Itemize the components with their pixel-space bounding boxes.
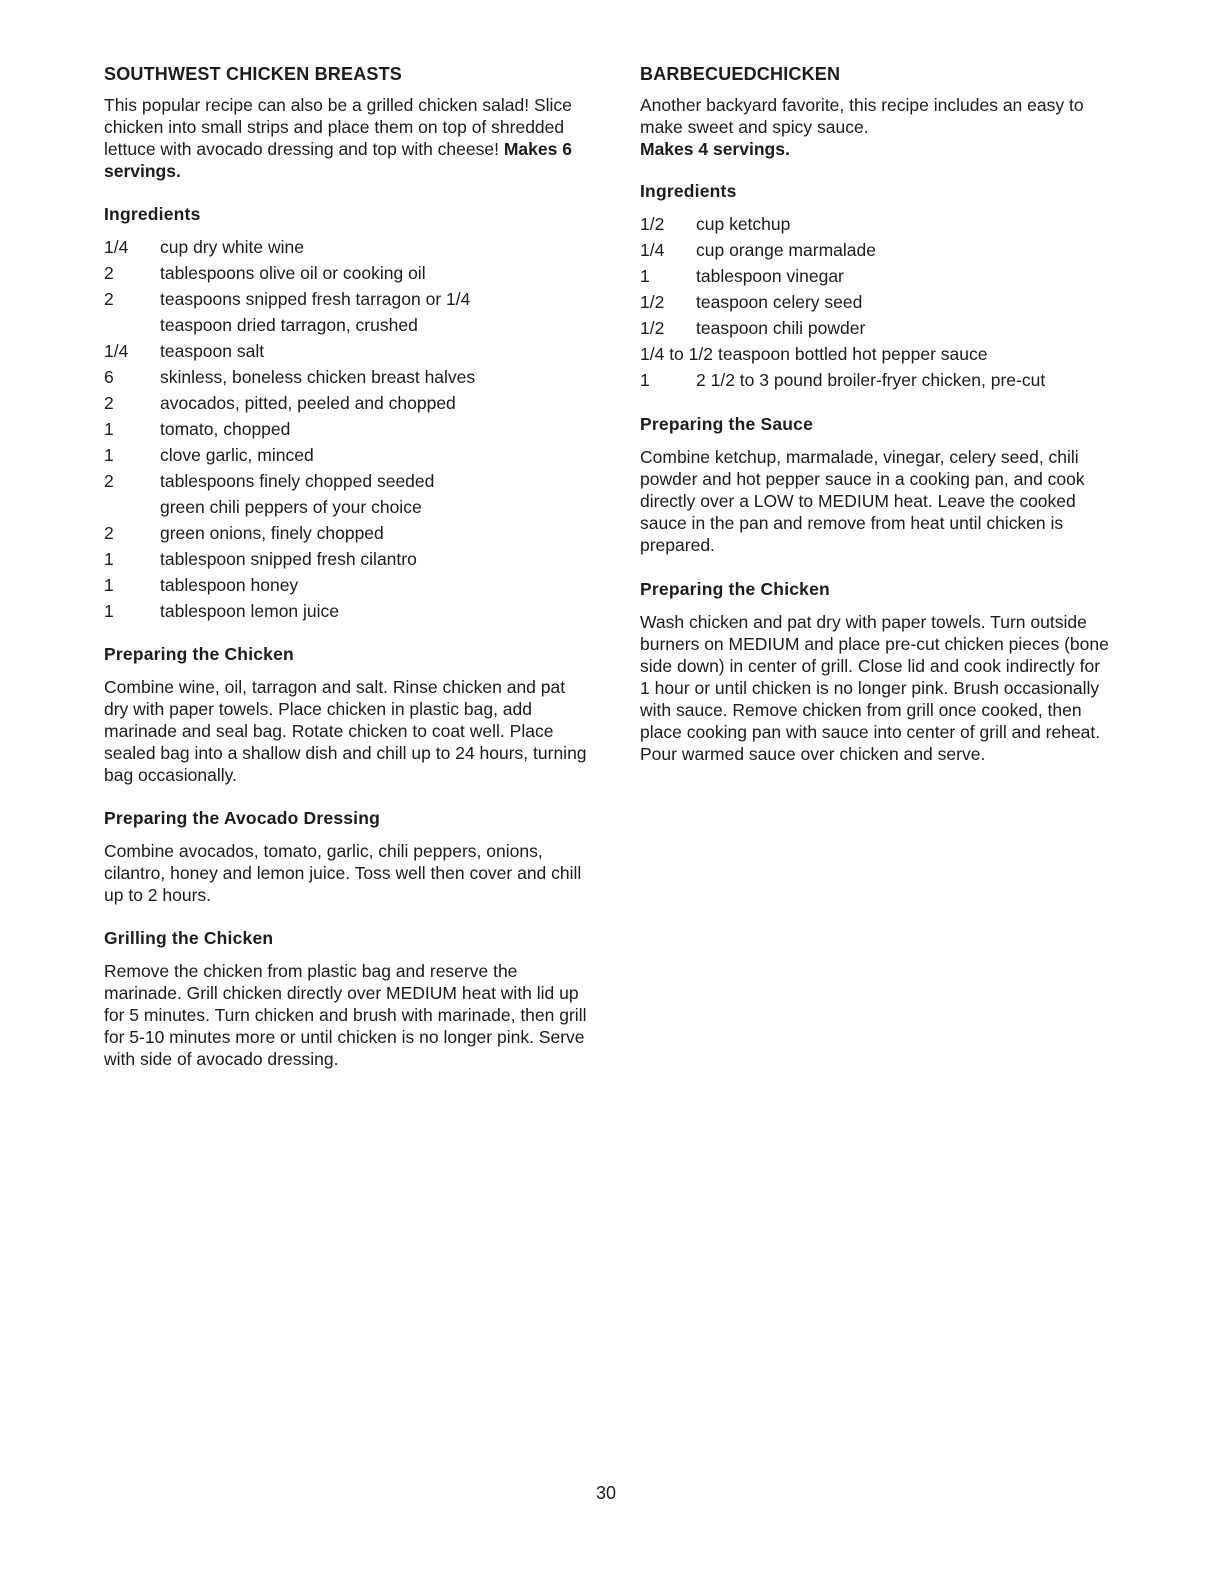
ingredient-item: 1 2 1/2 to 3 pound broiler-fryer chicken, pre-cut <box>640 370 1046 390</box>
ingredient-item: 1/2 teaspoon chili powder <box>640 318 866 338</box>
ingredient-item: 1/4 cup orange marmalade <box>640 240 876 260</box>
section-text: Wash chicken and pat dry with paper towels. Turn outside burners on MEDIUM and place pre-cut chicken pieces (bone side down) in center of grill. Close lid and cook indirectly for 1 hour or until chicken is no longer pink. Brush occasionally with sauce. Remove chicken from grill once cooked, then place cooking pan with sauce into center of grill and reheat. Pour warmed sauce over chicken and serve. <box>640 612 1109 764</box>
servings: Makes 4 servings. <box>640 139 790 159</box>
ingredients-list <box>640 211 1110 393</box>
recipe-intro: This popular recipe can also be a grilled chicken salad! Slice chicken into small strips and place them on top of shredded lettuce with avocado dressing and top with cheese! Makes 6 servings. <box>104 95 572 181</box>
section-text: Remove the chicken from plastic bag and reserve the marinade. Grill chicken directly over MEDIUM heat with lid up for 5 minutes. Turn chicken and brush with marinade, then grill for 5-10 minutes more or until chicken is no longer pink. Serve with side of avocado dressing. <box>104 961 587 1069</box>
ingredient-item: 2 green onions, finely chopped <box>104 523 384 543</box>
ingredient-item: 1/4 to 1/2 teaspoon bottled hot pepper sauce <box>640 344 988 364</box>
ingredients-heading: Ingredients <box>104 204 201 224</box>
ingredient-item: 1/4 cup dry white wine <box>104 237 304 257</box>
ingredient-item: 1 tablespoon lemon juice <box>104 601 340 621</box>
ingredient-item: 1 tomato, chopped <box>104 419 291 439</box>
servings: Makes 6 servings. <box>104 139 572 181</box>
ingredient-item: 1 tablespoon vinegar <box>640 266 844 286</box>
section-heading: Preparing the Chicken <box>640 579 830 599</box>
ingredients-heading: Ingredients <box>640 181 737 201</box>
section-text: Combine ketchup, marmalade, vinegar, celery seed, chili powder and hot pepper sauce in a cooking pan, and cook directly over a LOW to MEDIUM heat. Leave the cooked sauce in the pan and remove from heat until chicken is prepared. <box>640 447 1085 555</box>
recipe-title: BARBECUEDCHICKEN <box>640 64 841 84</box>
ingredient-item: 1/4 teaspoon salt <box>104 341 265 361</box>
ingredient-item: 2 tablespoons finely chopped seeded green chili peppers of your choice <box>104 471 435 517</box>
section-text: Combine avocados, tomato, garlic, chili peppers, onions, cilantro, honey and lemon juice. Toss well then cover and chill up to 2 hours. <box>104 841 582 905</box>
ingredient-item: 6 skinless, boneless chicken breast halves <box>104 367 476 387</box>
section-heading: Preparing the Sauce <box>640 414 814 434</box>
section-heading: Preparing the Avocado Dressing <box>104 808 381 828</box>
page-number: 30 <box>595 1483 617 1503</box>
ingredient-item: 1/2 cup ketchup <box>640 214 791 234</box>
recipe-barbecued-chicken <box>640 63 1110 765</box>
ingredient-item: 2 tablespoons olive oil or cooking oil <box>104 263 426 283</box>
ingredient-item: 2 avocados, pitted, peeled and chopped <box>104 393 456 413</box>
ingredient-item: 1/2 teaspoon celery seed <box>640 292 863 312</box>
ingredients-list <box>104 234 590 624</box>
recipe-title: SOUTHWEST CHICKEN BREASTS <box>104 64 403 84</box>
recipe-southwest-chicken <box>104 63 590 1070</box>
section-heading: Preparing the Chicken <box>104 644 294 664</box>
ingredient-item: 1 tablespoon snipped fresh cilantro <box>104 549 417 569</box>
ingredient-item: 2 teaspoons snipped fresh tarragon or 1/4 teaspoon dried tarragon, crushed <box>104 289 471 335</box>
section-text: Combine wine, oil, tarragon and salt. Rinse chicken and pat dry with paper towels. Place chicken in plastic bag, add marinade and seal bag. Rotate chicken to coat well. Place sealed bag into a shallow dish and chill up to 24 hours, turning bag occasionally. <box>104 677 587 785</box>
section-heading: Grilling the Chicken <box>104 928 274 948</box>
ingredient-item: 1 tablespoon honey <box>104 575 299 595</box>
recipe-intro: Another backyard favorite, this recipe includes an easy to make sweet and spicy sauce. <box>640 95 1084 137</box>
ingredient-item: 1 clove garlic, minced <box>104 445 314 465</box>
